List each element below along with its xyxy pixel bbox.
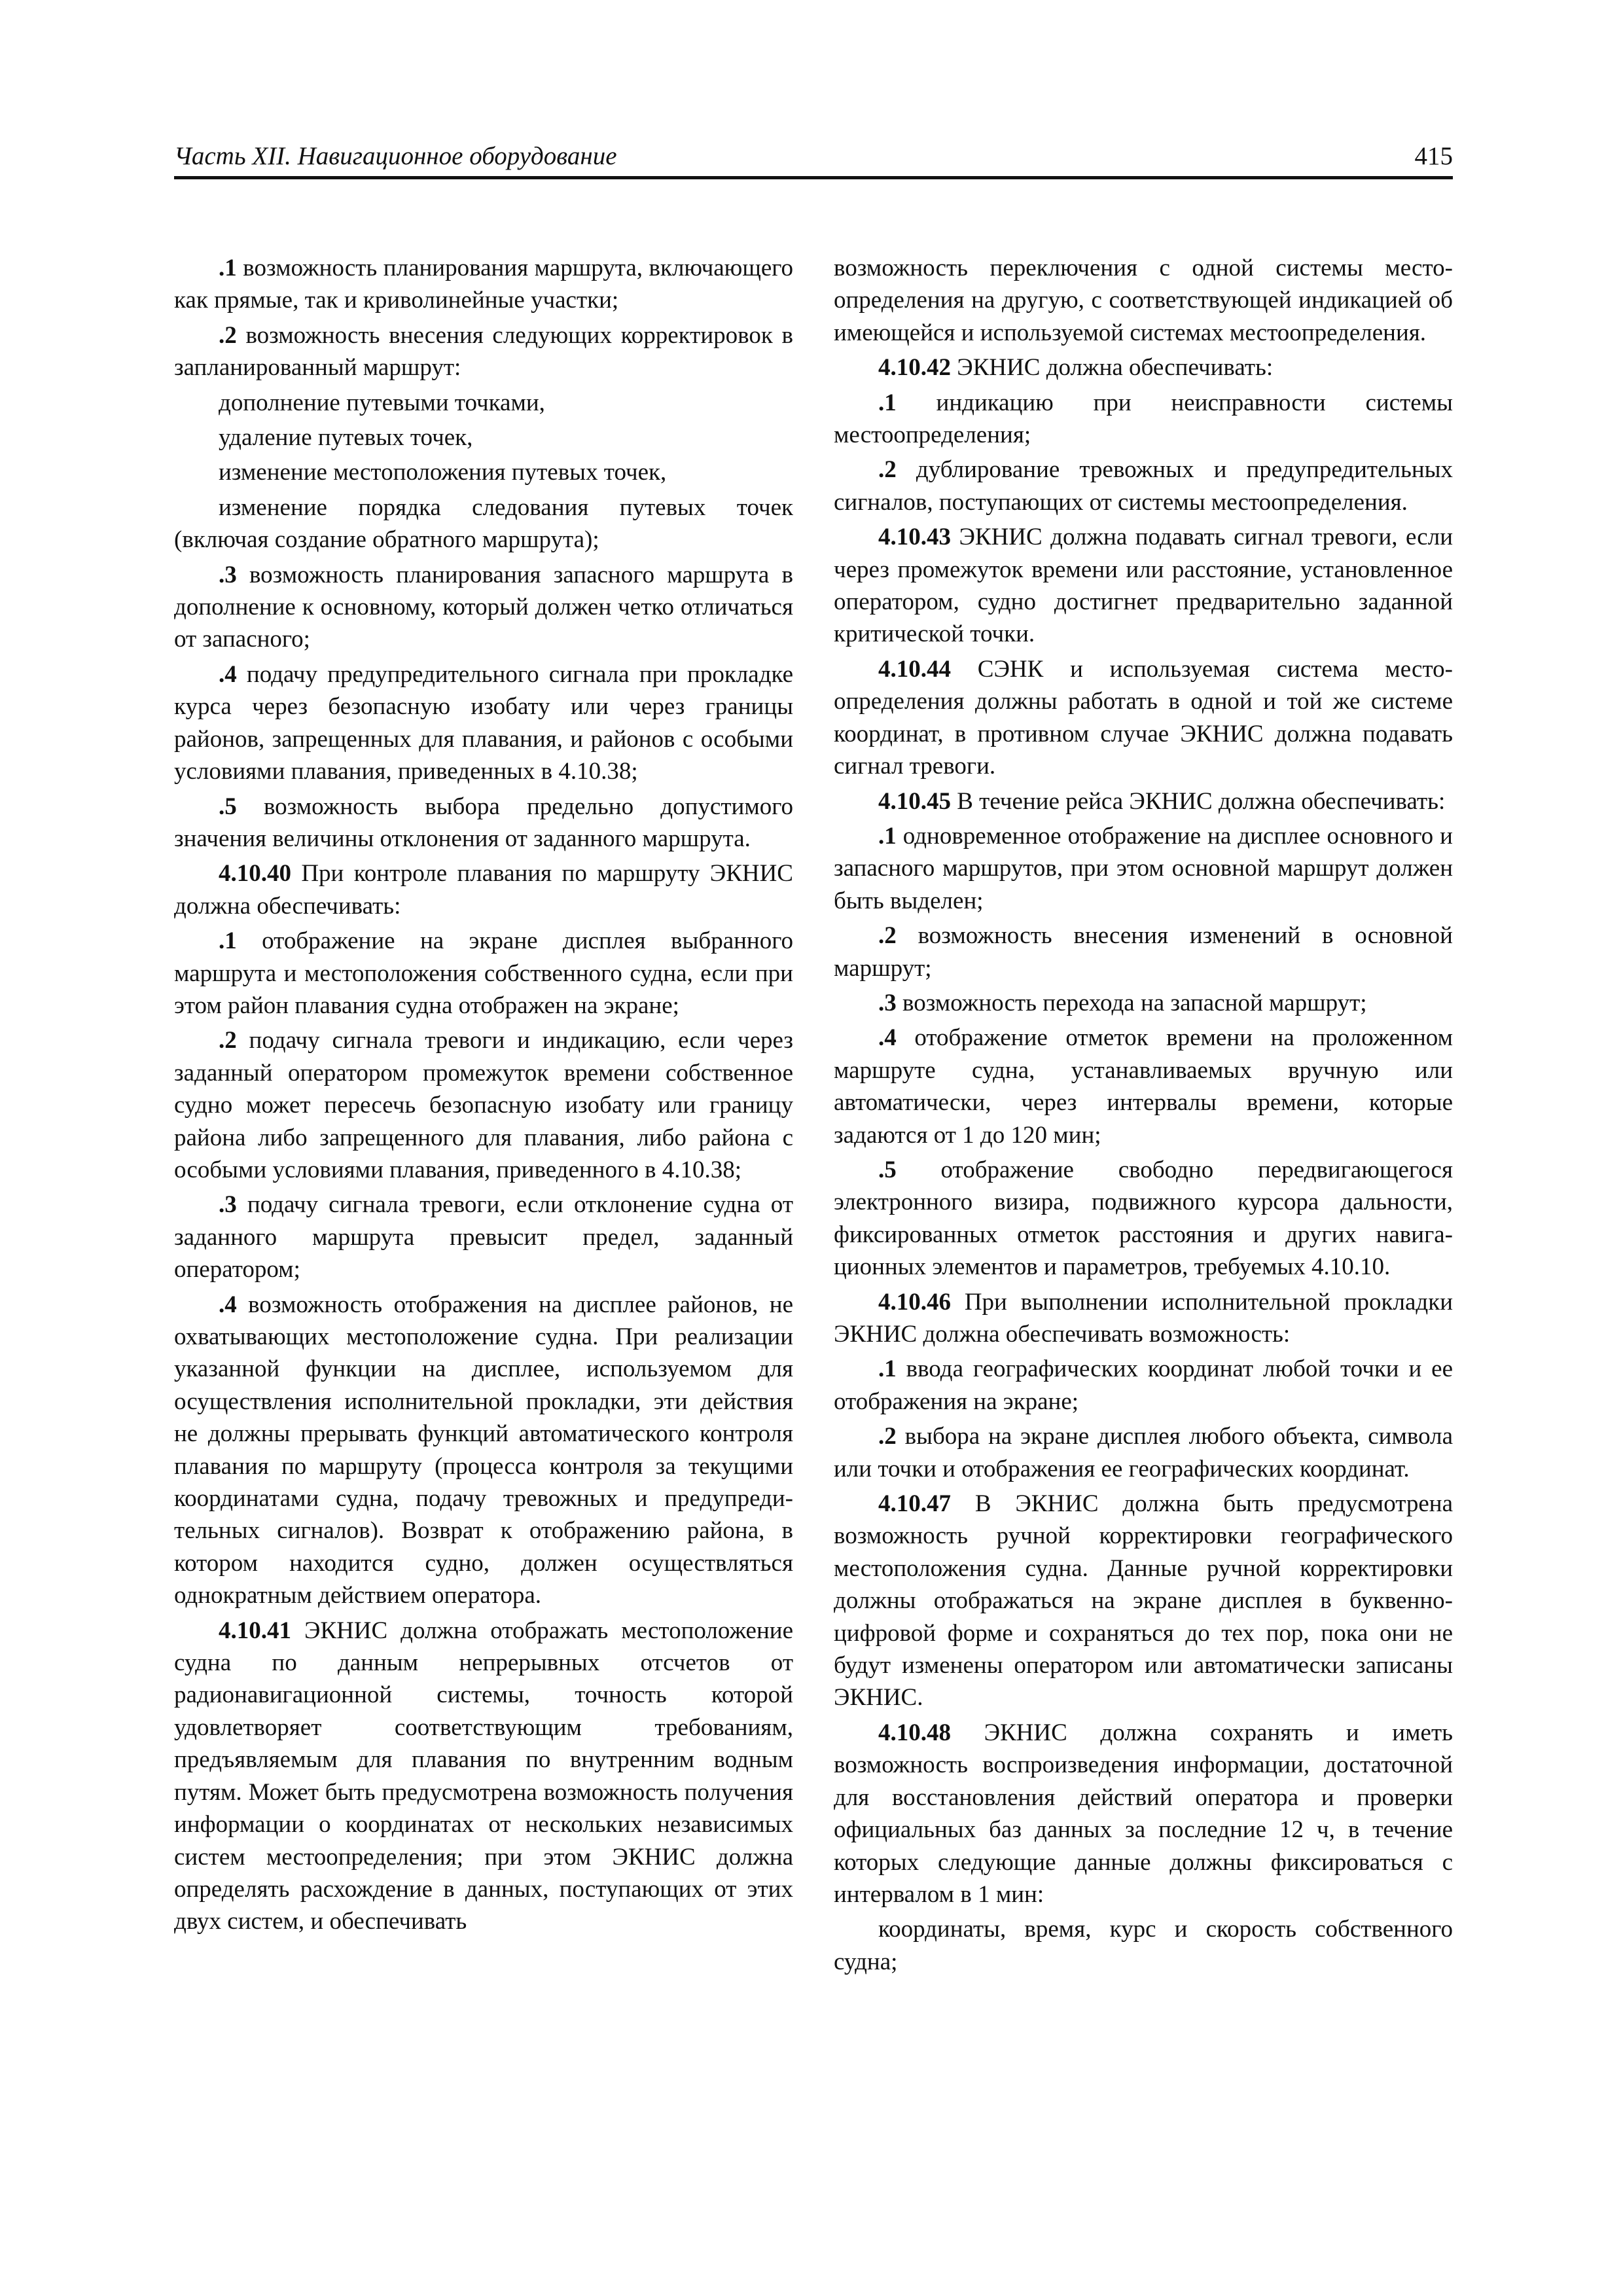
paragraph-number: .2 bbox=[878, 1423, 897, 1450]
paragraph-number: 4.10.43 bbox=[878, 524, 951, 551]
paragraph bbox=[834, 252, 1453, 349]
page-number: 415 bbox=[1414, 142, 1453, 170]
right-column bbox=[834, 252, 1453, 1981]
paragraph-number: .1 bbox=[878, 1355, 897, 1383]
paragraph-text: отображение отметок времени на проложенном маршруте судна, устанавливаемых вручную или автоматически, через интервалы времени, которые задаются от 1 до 120 мин; bbox=[834, 1024, 1453, 1149]
paragraph bbox=[834, 1353, 1453, 1418]
paragraph-text: ЭКНИС должна подавать сигнал тревоги, если через промежуток времени или расстояние, установленное оператором, судно достигнет предварительно заданной критической точки. bbox=[834, 524, 1453, 648]
paragraph-text: индикацию при неисправности системы местоопределения; bbox=[834, 389, 1453, 449]
paragraph bbox=[834, 1022, 1453, 1151]
paragraph-text: изменение местоположения путевых точек, bbox=[219, 459, 667, 486]
paragraph-number: .3 bbox=[219, 561, 237, 588]
paragraph bbox=[834, 653, 1453, 783]
paragraph-number: 4.10.42 bbox=[878, 354, 951, 382]
paragraph bbox=[834, 785, 1453, 817]
paragraph-text: выбора на экране дисплея любого объекта, символа или точки и отображения ее географических координат. bbox=[834, 1423, 1453, 1482]
paragraph-number: 4.10.41 bbox=[219, 1617, 291, 1644]
paragraph bbox=[174, 319, 793, 384]
paragraph bbox=[834, 521, 1453, 651]
paragraph-text: В ЭКНИС должна быть предусмотрена возможность ручной корректировки географического местоположения судна. Данные ручной корректировки должны отображаться на экране дисплея в буквенно-цифровой форме и сохраняться до тех пор, пока они не будут изменены оператором или автоматически записаны ЭКНИС. bbox=[834, 1490, 1453, 1712]
paragraph bbox=[834, 351, 1453, 384]
paragraph-number: .2 bbox=[219, 1027, 237, 1054]
header-title: Часть XII. Навигационное оборудование bbox=[174, 142, 617, 170]
running-header bbox=[174, 135, 1453, 179]
left-column bbox=[174, 252, 793, 1941]
paragraph-text: удаление путевых точек, bbox=[219, 424, 473, 452]
paragraph-number: .1 bbox=[878, 822, 897, 850]
paragraph-text: возможность переключения с одной системы местоопределения на другую, с соответствующей индикацией об имеющейся и используемой системах местоопределения. bbox=[834, 255, 1453, 346]
paragraph bbox=[834, 387, 1453, 452]
paragraph-number: .2 bbox=[219, 321, 237, 349]
paragraph bbox=[834, 1420, 1453, 1485]
paragraph bbox=[834, 1717, 1453, 1910]
paragraph bbox=[834, 1154, 1453, 1283]
paragraph-text: При контроле плавания по маршруту ЭКНИС должна обеспечивать: bbox=[174, 860, 793, 920]
paragraph bbox=[834, 987, 1453, 1019]
paragraph-text: возможность планирования запасного маршрута в дополнение к основному, который должен четко отличаться от запасного; bbox=[174, 561, 793, 653]
paragraph-text: подачу сигнала тревоги и индикацию, если через заданный оператором промежуток времени собственное судно может пересечь безопасную изобату или границу района либо запрещенного для плавания, либо района с особыми условиями плавания, приведенного в 4.10.38; bbox=[174, 1027, 793, 1183]
paragraph-text: возможность отображения на дисплее районов, не охватывающих местоположение судна. При реализации указанной функции на дисплее, используемом для осуществления исполнительной прокладки, эти действия не должны прерывать функций автоматического контроля плавания по маршруту (процесса контроля за текущими координатами судна, подачу тревожных и предупредительных сигналов). Возврат к отображению района, в котором находится судно, должен осуществляться однократным действием оператора. bbox=[174, 1291, 793, 1609]
paragraph-text: возможность внесения изменений в основной маршрут; bbox=[834, 922, 1453, 982]
paragraph-number: .5 bbox=[878, 1156, 897, 1183]
paragraph-number: .1 bbox=[219, 927, 237, 955]
paragraph-text: ЭКНИС должна обеспечивать: bbox=[951, 354, 1274, 382]
paragraph-number: .3 bbox=[878, 989, 897, 1016]
paragraph bbox=[174, 387, 793, 419]
paragraph-number: .2 bbox=[878, 456, 897, 484]
paragraph-number: .3 bbox=[219, 1191, 237, 1219]
paragraph bbox=[174, 422, 793, 454]
paragraph bbox=[174, 559, 793, 656]
paragraph bbox=[834, 1286, 1453, 1351]
paragraph-text: дополнение путевыми точками, bbox=[219, 389, 545, 416]
paragraph-text: дублирование тревожных и предупредительных сигналов, поступающих от системы местоопределения. bbox=[834, 456, 1453, 516]
paragraph bbox=[174, 252, 793, 317]
paragraph-number: 4.10.40 bbox=[219, 860, 291, 888]
paragraph-text: ЭКНИС должна сохранять и иметь возможность воспроизведения информации, достаточной для восстановления действий оператора и проверки официальных баз данных за последние 12 ч, в течение которых следующие данные должны фиксироваться с интервалом в 1 мин: bbox=[834, 1719, 1453, 1908]
paragraph-text: отображение свободно передвигающегося электронного визира, подвижного курсора дальности, фиксированных отметок расстояния и других навигационных элементов и параметров, требуемых 4.10.10. bbox=[834, 1156, 1453, 1281]
paragraph bbox=[174, 1615, 793, 1938]
paragraph bbox=[834, 920, 1453, 984]
paragraph-text: возможность внесения следующих корректировок в запланированный маршрут: bbox=[174, 321, 793, 382]
paragraph-number: 4.10.46 bbox=[878, 1288, 951, 1316]
paragraph bbox=[834, 454, 1453, 518]
paragraph-text: возможность перехода на запасной маршрут; bbox=[896, 989, 1367, 1016]
paragraph-text: координаты, время, курс и скорость собственного судна; bbox=[834, 1916, 1453, 1975]
paragraph-number: .1 bbox=[878, 389, 897, 416]
paragraph bbox=[174, 1024, 793, 1186]
paragraph-text: подачу сигнала тревоги, если отклонение судна от заданного маршрута превысит предел, заданный оператором; bbox=[174, 1191, 793, 1283]
paragraph-number: .5 bbox=[219, 793, 237, 820]
paragraph-number: .2 bbox=[878, 922, 897, 950]
paragraph bbox=[174, 492, 793, 556]
paragraph bbox=[174, 456, 793, 488]
paragraph-text: В течение рейса ЭКНИС должна обеспечивать: bbox=[951, 787, 1446, 815]
paragraph bbox=[834, 1488, 1453, 1714]
paragraph-text: отображение на экране дисплея выбранного маршрута и местоположения собственного судна, если при этом район плавания судна отображен на экране; bbox=[174, 927, 793, 1019]
paragraph-number: .1 bbox=[219, 255, 237, 281]
paragraph bbox=[834, 820, 1453, 917]
paragraph bbox=[834, 1913, 1453, 1978]
paragraph bbox=[174, 1189, 793, 1285]
paragraph bbox=[174, 791, 793, 855]
paragraph-number: .4 bbox=[219, 1291, 237, 1318]
paragraph-text: возможность планирования маршрута, включающего как прямые, так и криволинейные участки; bbox=[174, 255, 793, 314]
paragraph bbox=[174, 658, 793, 788]
paragraph-text: возможность выбора предельно допустимого значения величины отклонения от заданного маршрута. bbox=[174, 793, 793, 852]
paragraph bbox=[174, 1289, 793, 1612]
paragraph-number: 4.10.44 bbox=[878, 655, 951, 683]
paragraph-text: подачу предупредительного сигнала при прокладке курса через безопасную изобату или через границы районов, запрещенных для плавания, и районов с особыми условиями плавания, приведенных в 4.10.38; bbox=[174, 660, 793, 785]
paragraph bbox=[174, 857, 793, 922]
paragraph-number: 4.10.47 bbox=[878, 1490, 951, 1518]
paragraph-text: СЭНК и используемая система местоопределения должны работать в одной и той же системе координат, в противном случае ЭКНИС должна подавать сигнал тревоги. bbox=[834, 655, 1453, 780]
paragraph-text: изменение порядка следования путевых точек (включая создание обратного маршрута); bbox=[174, 493, 793, 554]
paragraph-text: одновременное отображение на дисплее основного и запасного маршрутов, при этом основной маршрут должен быть выделен; bbox=[834, 822, 1453, 914]
paragraph-number: .4 bbox=[219, 660, 237, 688]
paragraph-number: 4.10.45 bbox=[878, 787, 951, 815]
paragraph-text: При выполнении исполнительной прокладки ЭКНИС должна обеспечивать возможность: bbox=[834, 1288, 1453, 1348]
paragraph-text: ввода географических координат любой точки и ее отображения на экране; bbox=[834, 1355, 1453, 1415]
paragraph bbox=[174, 925, 793, 1022]
paragraph-number: 4.10.48 bbox=[878, 1719, 951, 1746]
paragraph-number: .4 bbox=[878, 1024, 897, 1052]
paragraph-text: ЭКНИС должна отображать местоположение судна по данным непрерывных отсчетов от радионавигационной системы, точность которой удовлетворяет соответствующим требованиям, предъявляемым для плавания по внутренним водным путям. Может быть предусмотрена возможность получения информации о координатах от нескольких независимых систем местоопределения; при этом ЭКНИС должна определять расхождение в данных, поступающих от этих двух систем, и обеспечивать bbox=[174, 1617, 793, 1935]
